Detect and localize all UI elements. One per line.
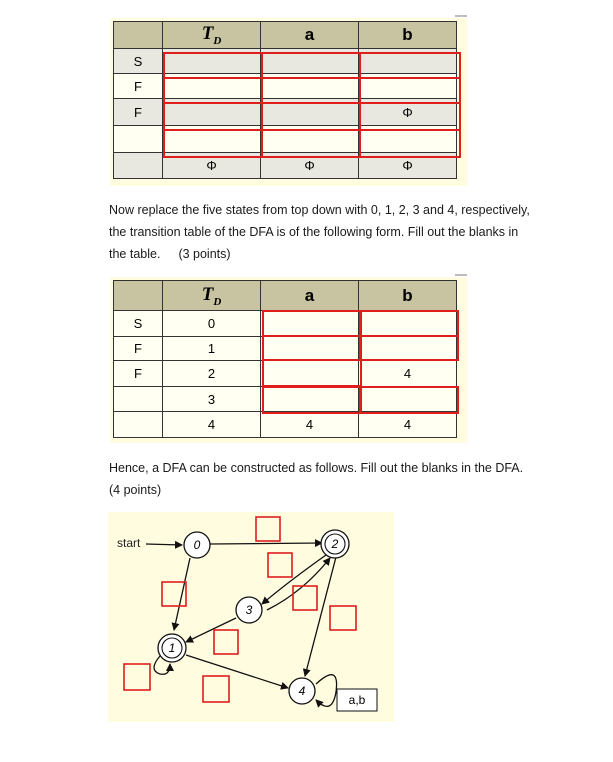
- table2-blank-box[interactable]: [262, 359, 362, 387]
- transition-0-1: [174, 558, 190, 630]
- table2-blank-box[interactable]: [359, 335, 459, 361]
- state-4-label: 4: [298, 684, 306, 698]
- transition-1-4: [186, 655, 288, 688]
- dfa-blank-box[interactable]: [293, 586, 317, 610]
- table1-state-cell: F: [114, 99, 163, 126]
- paragraph1-line: the transition table of the DFA is of the following form. Fill out the blanks in: [109, 225, 519, 239]
- transition-3-2: [267, 558, 330, 610]
- instruction-paragraph-1: [109, 199, 530, 265]
- start-arrow: [146, 544, 182, 545]
- table2-blank-box[interactable]: [359, 310, 459, 337]
- state-2-label: 2: [331, 537, 339, 551]
- self-loop-4: [316, 675, 337, 707]
- table2-header-state: [114, 281, 163, 311]
- start-label: start: [117, 536, 141, 550]
- transition-0-2: [210, 543, 322, 544]
- table1-header-b: b: [359, 22, 457, 49]
- dfa-blank-box[interactable]: [256, 517, 280, 541]
- paragraph1-line: Now replace the five states from top down with 0, 1, 2, 3 and 4, respectively,: [109, 203, 530, 217]
- table-row: [114, 412, 457, 438]
- table2-td-cell: 2: [163, 361, 261, 387]
- state-4: [289, 678, 315, 704]
- table1-state-cell: [114, 126, 163, 153]
- dfa-blank-box[interactable]: [124, 664, 150, 690]
- table1-state-cell: F: [114, 74, 163, 99]
- paragraph2-line: Hence, a DFA can be constructed as follows. Fill out the blanks in the DFA.: [109, 461, 524, 475]
- table2-state-cell: S: [114, 311, 163, 337]
- table2-blank-box[interactable]: [359, 386, 459, 414]
- table1-a-cell: Φ: [261, 153, 359, 179]
- points-label: (3 points): [178, 247, 231, 261]
- dfa-blank-box[interactable]: [203, 676, 229, 702]
- state-0-label: 0: [193, 538, 201, 552]
- scroll-marker: [455, 274, 467, 276]
- table2-blank-box[interactable]: [262, 310, 362, 337]
- table1-b-cell: Φ: [359, 153, 457, 179]
- table2-state-cell: F: [114, 361, 163, 387]
- table1-state-cell: [114, 153, 163, 179]
- table2-td-cell: 1: [163, 337, 261, 361]
- table1-header-td: $T_D$: [163, 22, 261, 49]
- state-3-label: 3: [245, 603, 253, 617]
- state-3: [236, 597, 262, 623]
- table2-a-cell: 4: [261, 412, 359, 438]
- transition-2-4: [305, 557, 336, 676]
- table2-b-cell: 4: [359, 412, 457, 438]
- table1-blank-box[interactable]: [163, 52, 263, 158]
- table2-header-b: b: [359, 281, 457, 311]
- table1-td-cell: Φ: [163, 153, 261, 179]
- table2-state-cell: [114, 412, 163, 438]
- table1-header-state: [114, 22, 163, 49]
- table2-b-cell: 4: [359, 361, 457, 387]
- paragraph1-line: the table. (3 points): [109, 247, 231, 261]
- dfa-blank-box[interactable]: [268, 553, 292, 577]
- table2-td-cell: 3: [163, 387, 261, 412]
- paragraph2-line: (4 points): [109, 483, 162, 497]
- table2-state-cell: F: [114, 337, 163, 361]
- table1-header-a: a: [261, 22, 359, 49]
- table2-header-a: a: [261, 281, 359, 311]
- state-1-label: 1: [168, 641, 176, 655]
- state-1: [158, 634, 186, 662]
- state-2: [321, 530, 349, 558]
- dfa-diagram: [108, 512, 394, 722]
- table2-blank-box[interactable]: [262, 386, 362, 414]
- table2-blank-box[interactable]: [262, 335, 362, 361]
- table2-td-cell: 4: [163, 412, 261, 438]
- table2-td-cell: 0: [163, 311, 261, 337]
- instruction-paragraph-2: [109, 457, 523, 501]
- state-0: [184, 532, 210, 558]
- table2-state-cell: [114, 387, 163, 412]
- scroll-marker: [455, 15, 467, 17]
- table2-header-td: $T_D$: [163, 281, 261, 311]
- dfa-blank-box[interactable]: [330, 606, 356, 630]
- dfa-diagram-svg: [108, 512, 394, 722]
- table1-state-cell: S: [114, 49, 163, 74]
- self-loop-label: a,b: [348, 693, 366, 707]
- table1-b-cell: Φ: [359, 99, 457, 126]
- dfa-blank-box[interactable]: [214, 630, 238, 654]
- table1-blank-box[interactable]: [261, 52, 361, 158]
